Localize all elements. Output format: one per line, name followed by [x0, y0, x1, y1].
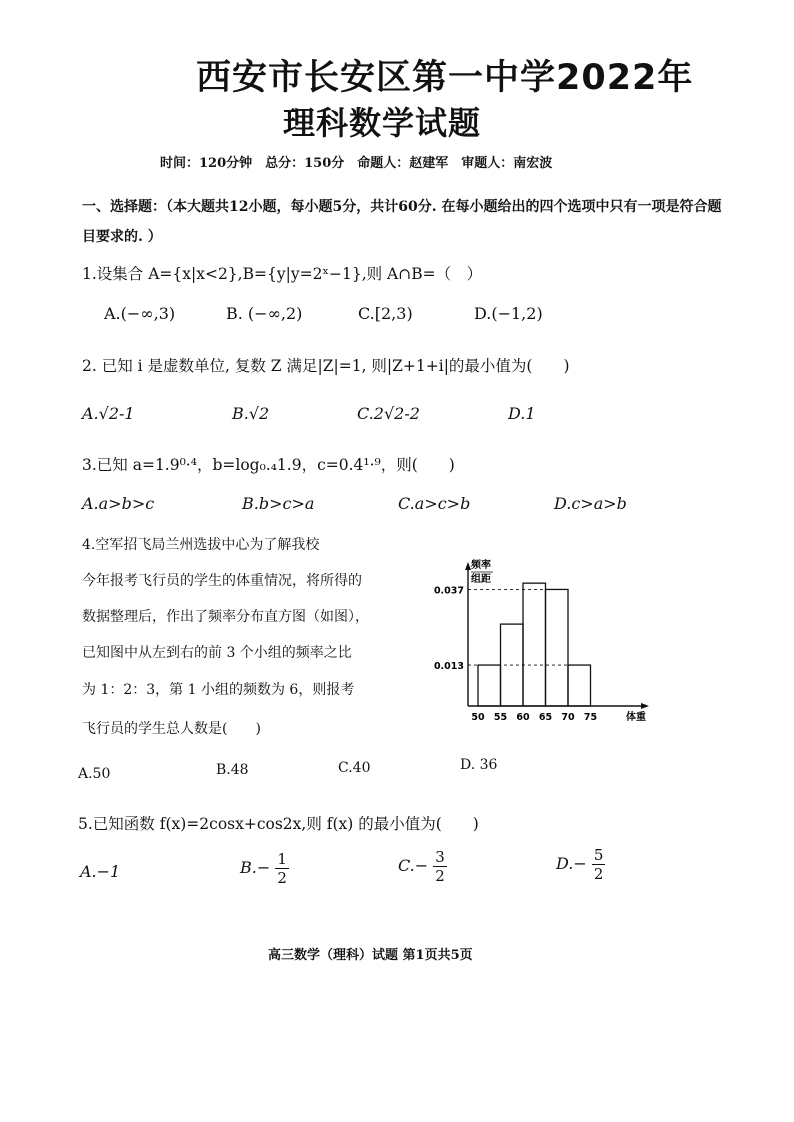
question-4-option-a: A.50: [78, 766, 111, 782]
y-tick-label: 0.037: [433, 585, 464, 597]
question-1-stem: 1.设集合 A={x|x<2},B={y|y=2ˣ−1},则 A∩B=（ ）: [82, 265, 483, 283]
histogram-bar: [523, 583, 546, 706]
question-5-option-d: D.− $\frac{5}{2}$: [556, 846, 604, 883]
exam-title: 理科数学试题: [283, 104, 482, 142]
question-4-line-3: 数据整理后，作出了频率分布直方图（如图），: [82, 609, 369, 625]
y-axis-label-denominator: 组距: [471, 574, 491, 585]
x-tick-label: 55: [493, 712, 508, 723]
question-2-option-a: A.√2-1: [82, 404, 135, 423]
x-tick-label: 75: [583, 712, 598, 723]
question-3-stem: 3.已知 a=1.9⁰·⁴，b=log₀.₄1.9，c=0.4¹·⁹，则( ): [82, 456, 455, 474]
question-4-line-5: 为 1：2：3，第 1 小组的频数为 6，则报考: [82, 682, 355, 698]
question-5-option-c: C.− $\frac{3}{2}$: [398, 848, 445, 885]
question-2-option-b: B.√2: [232, 404, 270, 423]
question-4-option-c: C.40: [338, 760, 371, 776]
x-axis-arrow: [641, 703, 649, 709]
question-4-line-1: 4.空军招飞局兰州选拔中心为了解我校: [82, 537, 320, 553]
question-1-option-b: B. (−∞,2): [226, 304, 303, 323]
x-axis-label: 体重: [626, 712, 646, 723]
x-tick-label: 65: [538, 712, 553, 723]
x-tick-label: 70: [561, 712, 575, 723]
school-title: 西安市长安区第一中学2022年: [196, 58, 694, 98]
question-3-option-c: C.a>c>b: [398, 494, 471, 513]
page-footer: 高三数学（理科）试题 第1页共5页: [268, 948, 473, 963]
question-5-option-a: A.−1: [80, 862, 121, 881]
question-4-option-b: B.48: [216, 762, 249, 778]
question-3-option-d: D.c>a>b: [554, 494, 627, 513]
question-1-option-d: D.(−1,2): [474, 304, 543, 323]
question-4-option-d: D. 36: [460, 757, 498, 773]
question-5-option-b: B.− $\frac{1}{2}$: [240, 850, 287, 887]
question-1-option-a: A.(−∞,3): [104, 304, 176, 323]
x-tick-label: 50: [471, 712, 485, 723]
exam-info: 时间：120分钟 总分：150分 命题人：赵建军 审题人：南宏波: [160, 156, 553, 171]
question-2-option-c: C.2√2-2: [357, 404, 420, 423]
question-3-option-b: B.b>c>a: [242, 494, 315, 513]
question-2-option-d: D.1: [508, 404, 536, 423]
histogram-bar: [546, 589, 569, 706]
x-tick-label: 60: [516, 712, 530, 723]
y-axis-label: 频率: [471, 560, 491, 571]
question-4-line-2: 今年报考飞行员的学生的体重情况，将所得的: [82, 573, 362, 589]
question-3-option-a: A.a>b>c: [82, 494, 155, 513]
question-5-stem: 5.已知函数 f(x)=2cosx+cos2x,则 f(x) 的最小值为( ): [78, 815, 479, 833]
question-2-stem: 2. 已知 i 是虚数单位, 复数 Z 满足|Z|=1, 则|Z+1+i|的最小值为( ): [82, 357, 570, 375]
histogram-bar: [478, 665, 501, 706]
y-tick-label: 0.013: [433, 661, 464, 673]
question-1-option-c: C.[2,3): [358, 304, 413, 323]
section-heading: 一、选择题：（本大题共12小题，每小题5分，共计60分. 在每小题给出的四个选项中只有一项是符合题目要求的. ）: [82, 199, 722, 245]
question-4-line-6: 飞行员的学生总人数是( ): [82, 721, 261, 737]
question-4-line-4: 已知图中从左到右的前 3 个小组的频率之比: [82, 645, 352, 661]
histogram-bar: [568, 665, 591, 706]
frequency-histogram: [430, 558, 660, 728]
